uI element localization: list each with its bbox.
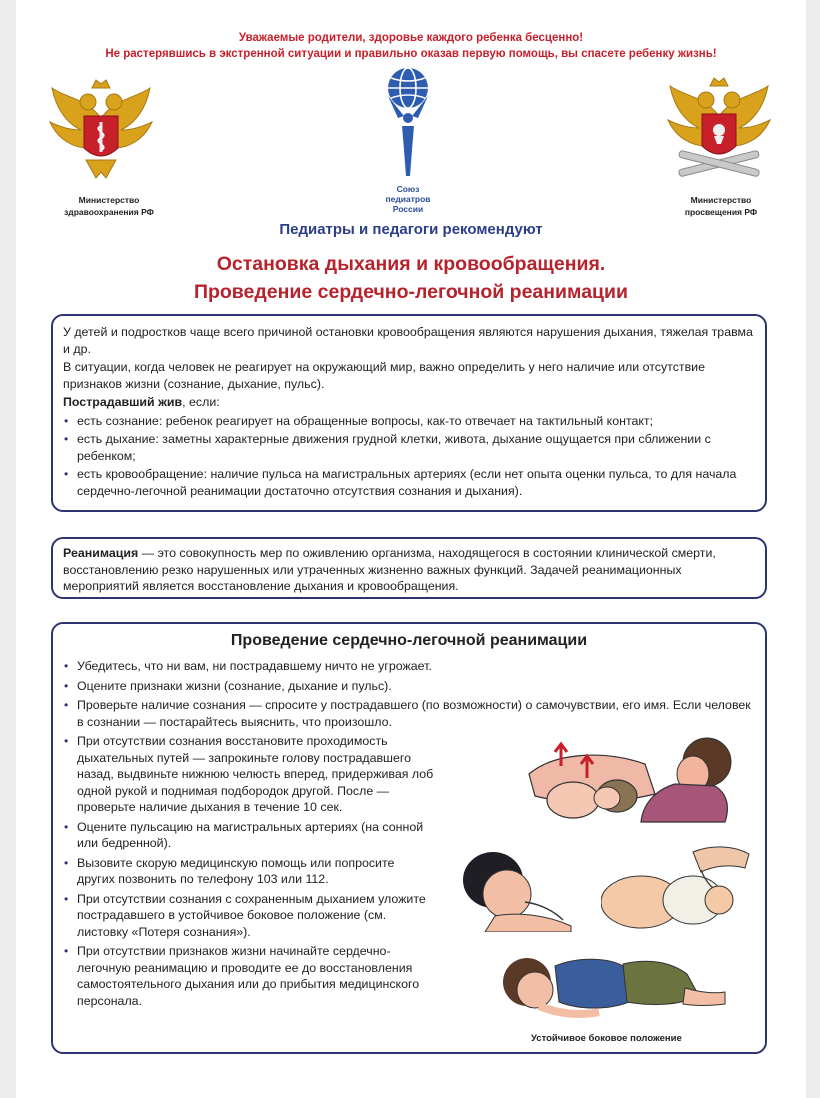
header-line-1: Уважаемые родители, здоровье каждого ребенка бесценно! — [238, 32, 584, 44]
header-line-2: Не растерявшись в экстренной ситуации и правильно оказав первую помощь, вы спасете ребенку жизнь! — [105, 48, 717, 60]
ministry-health-label — [34, 194, 184, 218]
bullet-icon: • — [64, 891, 69, 906]
union-label — [356, 184, 460, 214]
cpr-steps-list-narrow — [63, 733, 435, 1009]
bullet-icon: • — [64, 678, 69, 693]
intro-paragraph-2: В ситуации, когда человек не реагирует на окружающий мир, важно определить у него наличие или отсутствие признаков жизни (сознание, дыхание, пульс). — [63, 360, 705, 391]
list-item — [63, 431, 755, 464]
bullet-icon: • — [64, 819, 69, 834]
bullet-icon: • — [64, 698, 69, 712]
main-title-line-1: Остановка дыхания и кровообращения. — [216, 253, 606, 275]
list-item-text: Проверьте наличие сознания — спросите у пострадавшего (по возможности) о самочувствии, его имя. Если человек в сознании — постарайтесь выяснить, что произошло. — [77, 698, 751, 729]
bullet-icon: • — [64, 855, 69, 870]
ministry-education-label-line-1: Министерство — [690, 195, 752, 205]
list-item — [63, 658, 755, 675]
union-label-line-1: Союз — [396, 184, 420, 194]
union-label-line-3: России — [392, 204, 424, 214]
bullet-icon: • — [64, 659, 69, 673]
definition-term: Реанимация — [63, 546, 139, 560]
list-item — [63, 733, 435, 816]
union-label-line-2: педиатров — [385, 194, 431, 204]
list-item-text: При отсутствии сознания восстановите проходимость дыхательных путей — запрокиньте голову пострадавшего назад, выдвиньте нижнюю челюсть вперед, придерживая лоб одной рукой и поднимая подбородок другой. После — проверьте наличие дыхания в течение 10 сек. — [77, 734, 434, 814]
ministry-health-label-line-1: Министерство — [78, 195, 140, 205]
definition-text — [63, 545, 755, 595]
ministry-education-label-line-2: просвещения РФ — [684, 207, 758, 217]
bullet-icon: • — [64, 432, 69, 446]
list-item-text: есть сознание: ребенок реагирует на обращенные вопросы, как-то отвечает на тактильный контакт; — [77, 413, 654, 428]
alive-criteria-list — [63, 413, 755, 500]
list-item-text: При отсутствии сознания с сохраненным дыханием уложите пострадавшего в устойчивое боковое положение (см. листовку «Потеря сознания»). — [77, 891, 426, 939]
main-title-line-2: Проведение сердечно-легочной реанимации — [193, 281, 629, 303]
list-item-text: Оцените пульсацию на магистральных артериях (на сонной или бедренной). — [77, 819, 424, 850]
alive-criteria-rest: , если: — [182, 395, 220, 409]
list-item-text: есть дыхание: заметны характерные движения грудной клетки, живота, дыхание ощущается при сближении с ребенком; — [77, 432, 711, 463]
bullet-icon: • — [64, 734, 69, 748]
list-item — [63, 891, 435, 941]
list-item-text: есть кровообращение: наличие пульса на магистральных артериях (если нет опыта оценки пульса, то для начала сердечно-легочной реанимации достаточно отсутствия сознания и дыхания). — [77, 467, 737, 498]
bullet-icon: • — [64, 413, 69, 428]
list-item — [63, 697, 755, 730]
list-item-text: Оцените признаки жизни (сознание, дыхание и пульс). — [77, 678, 392, 693]
recovery-position-illustration — [499, 944, 731, 1024]
definition-box — [51, 537, 767, 599]
bullet-icon: • — [64, 944, 69, 958]
recommend-heading: Педиатры и педагоги рекомендуют — [279, 221, 543, 238]
list-item — [63, 466, 755, 499]
list-item-text: При отсутствии признаков жизни начинайте сердечно-легочную реанимацию и проводите ее до восстановления самостоятельного дыхания или до прибытия медицинского персонала. — [77, 944, 420, 1008]
definition-body: — это совокупность мер по оживлению организма, находящегося в состоянии клинической смерти, восстановлению резко нарушенных или утраченных жизненно важных функций. Задачей реанимационных мероприятий является восстановление дыхания и кровообращения. — [63, 546, 716, 593]
intro-box — [51, 314, 767, 512]
ministry-health-emblem — [46, 78, 156, 188]
list-item-text: Убедитесь, что ни вам, ни пострадавшему ничто не угрожает. — [77, 659, 432, 673]
list-item — [63, 413, 755, 430]
ministry-health-label-line-2: здравоохранения РФ — [64, 207, 154, 217]
cpr-steps-list — [63, 658, 755, 730]
airway-opening-illustration — [525, 734, 747, 826]
carotid-pulse-illustration — [455, 846, 575, 932]
recovery-position-caption: Устойчивое боковое положение — [531, 1033, 682, 1044]
cpr-box — [51, 622, 767, 1054]
ministry-education-label — [646, 194, 796, 218]
union-pediatricians-logo — [374, 66, 442, 184]
alive-criteria-lead — [63, 394, 755, 411]
leaflet-page — [16, 0, 806, 1098]
list-item — [63, 678, 755, 695]
alive-criteria-bold: Пострадавший жив — [63, 395, 183, 409]
cpr-heading: Проведение сердечно-легочной реанимации — [230, 632, 588, 649]
list-item — [63, 855, 435, 888]
list-item — [63, 819, 435, 852]
ministry-education-emblem — [664, 76, 774, 186]
femoral-pulse-illustration — [601, 840, 757, 932]
list-item-text: Вызовите скорую медицинскую помощь или попросите других позвонить по телефону 103 или 112. — [77, 855, 395, 886]
list-item — [63, 943, 435, 1009]
bullet-icon: • — [64, 467, 69, 481]
intro-paragraph-1: У детей и подростков чаще всего причиной остановки кровообращения являются нарушения дыхания, тяжелая травма и др. — [63, 325, 753, 356]
